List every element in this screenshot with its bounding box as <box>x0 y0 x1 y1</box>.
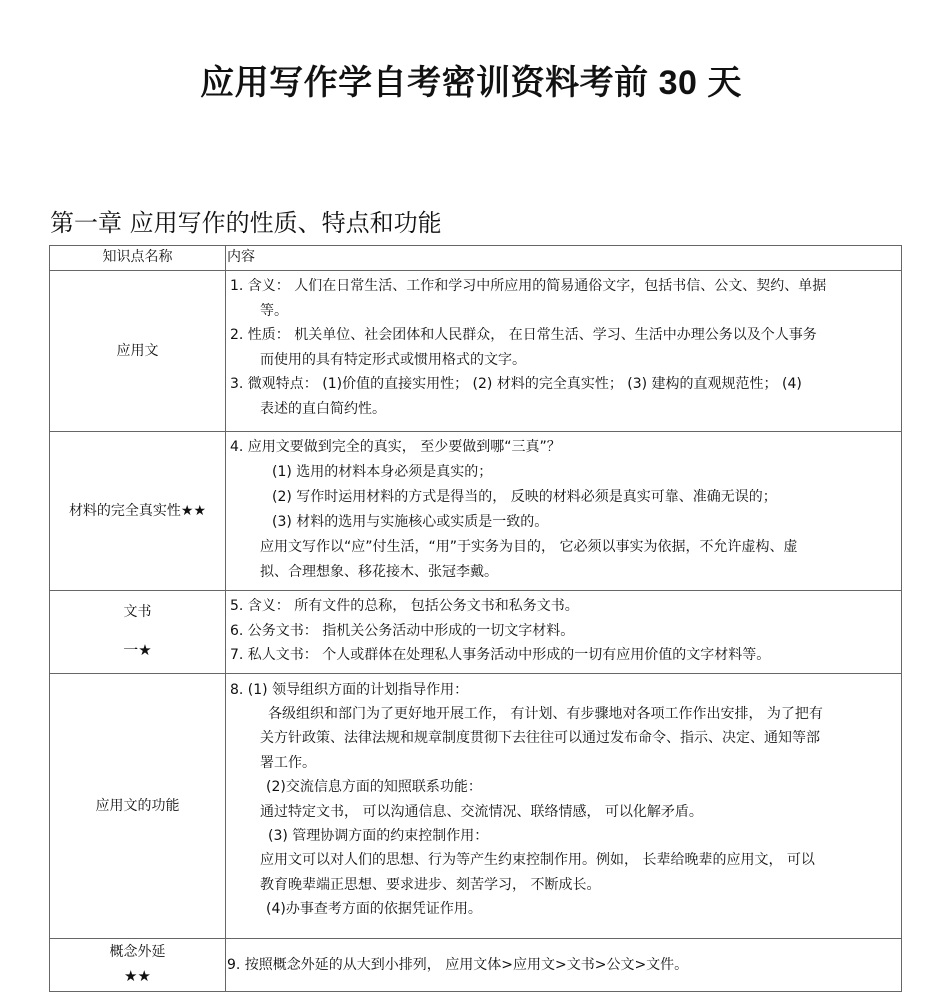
content-line: 而使用的具有特定形式或惯用格式的文字。 <box>260 351 526 368</box>
row-label-text: 应用文的功能 <box>95 797 180 814</box>
header-content: 内容 <box>226 246 902 271</box>
row-label-text: 概念外延 <box>109 944 166 960</box>
content-line: (2) 写作时运用材料的方式是得当的， 反映的材料必须是真实可靠、准确无误的； <box>272 489 777 505</box>
row-label <box>50 938 226 991</box>
content-line: 拟、合理想象、移花接木、张冠李戴。 <box>260 564 498 580</box>
row-label-text: 材料的完全真实性★★ <box>68 503 207 519</box>
table-row <box>50 271 902 432</box>
content-line: 各级组织和部门为了更好地开展工作， 有计划、有步骤地对各项工作作出安排， 为了把有 <box>268 705 823 722</box>
row-content <box>226 673 902 938</box>
row-content <box>226 432 902 591</box>
content-line: 7. 私人文书： 个人或群体在处理私人事务活动中形成的一切有应用价值的文字材料等。 <box>230 647 771 663</box>
content-line: 4. 应用文要做到完全的真实， 至少要做到哪“三真”？ <box>230 439 561 455</box>
row-label <box>50 271 226 432</box>
content-line: 表述的直白简约性。 <box>260 400 386 417</box>
chapter-title: 第一章 应用写作的性质、特点和功能 <box>50 209 442 237</box>
content-line: 1. 含义： 人们在日常生活、工作和学习中所应用的简易通俗文字，包括书信、公文、契约、单据 <box>230 278 827 294</box>
content-line: 通过特定文书， 可以沟通信息、交流情况、联络情感， 可以化解矛盾。 <box>260 803 703 820</box>
header-knowledge-point-name: 知识点名称 <box>50 246 226 271</box>
table-row <box>50 432 902 591</box>
content-line: 教育晚辈端正思想、要求进步、刻苦学习， 不断成长。 <box>260 876 601 893</box>
document-title: 应用写作学自考密训资料考前 30 天 <box>200 64 742 102</box>
content-line: 应用文可以对人们的思想、行为等产生约束控制作用。例如， 长辈给晚辈的应用文， 可以 <box>260 852 815 869</box>
row-label-text: 应用文 <box>116 343 159 359</box>
table-row <box>50 673 902 938</box>
content-line: (3) 材料的选用与实施核心或实质是一致的。 <box>272 514 549 530</box>
knowledge-point-table <box>49 245 902 992</box>
content-line: 署工作。 <box>260 754 316 771</box>
content-line: 关方针政策、法律法规和规章制度贯彻下去往往可以通过发布命令、指示、决定、通知等部 <box>260 730 820 747</box>
row-label-text: 文书 <box>123 604 152 621</box>
content-line: (1) 选用的材料本身必须是真实的； <box>272 464 493 480</box>
content-line: 8. (1) 领导组织方面的计划指导作用： <box>230 681 469 698</box>
row-label <box>50 673 226 938</box>
content-line: 等。 <box>260 302 288 319</box>
content-line: 3. 微观特点： (1)价值的直接实用性； (2) 材料的完全真实性； (3) 建构的直观规范性； (4) <box>230 376 802 392</box>
content-line: (4)办事查考方面的依据凭证作用。 <box>266 901 482 918</box>
table-row <box>50 591 902 674</box>
row-label <box>50 432 226 591</box>
content-line: (3) 管理协调方面的约束控制作用： <box>268 827 489 844</box>
content-line: (2)交流信息方面的知照联系功能： <box>266 779 482 796</box>
content-line: 6. 公务文书： 指机关公务活动中形成的一切文字材料。 <box>230 622 575 639</box>
row-content <box>226 591 902 674</box>
table-header-row <box>50 246 902 271</box>
row-label <box>50 591 226 674</box>
rating-stars: 一★ <box>123 641 152 660</box>
rating-stars: ★★ <box>124 967 151 985</box>
content-line: 应用文写作以“应”付生活，“用”于实务为目的， 它必须以事实为依据，不允许虚构、虚 <box>260 539 798 555</box>
row-content <box>226 938 902 991</box>
row-content <box>226 271 902 432</box>
table-row <box>50 938 902 991</box>
content-line: 2. 性质： 机关单位、社会团体和人民群众， 在日常生活、学习、生活中办理公务以及个人事务 <box>230 327 817 343</box>
content-line: 5. 含义： 所有文件的总称， 包括公务文书和私务文书。 <box>230 598 579 614</box>
content-line: 9. 按照概念外延的从大到小排列， 应用文体>应用文>文书>公文>文件。 <box>227 956 689 973</box>
